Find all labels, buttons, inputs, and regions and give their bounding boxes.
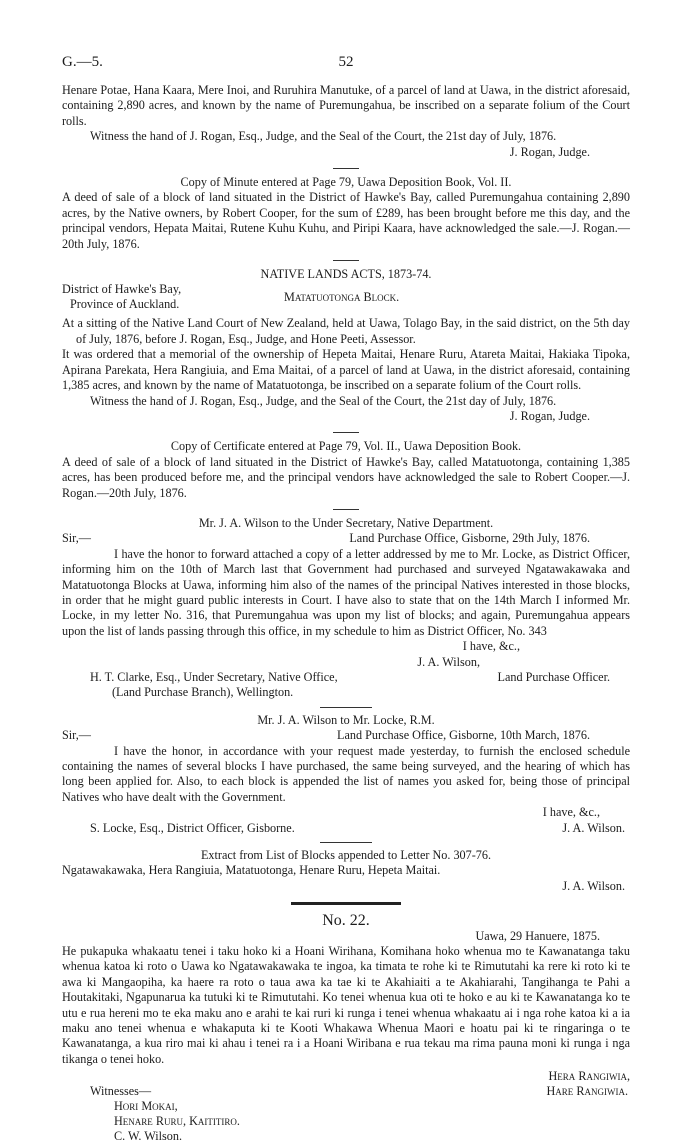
signer-name: Hare Rangiwia. [546, 1084, 628, 1099]
letter-body: I have the honor, in accordance with your request made yesterday, to furnish the enclosed schedule containing the names of several blocks I have purchased, the same being surveyed, and the hearing of which has long been applied for. Also, to each block is appended the list of names you asked for, being those of principal Natives who have dealt with the Government. [62, 743, 630, 804]
block-title: Matatuotonga Block. [284, 290, 400, 305]
addressee: H. T. Clarke, Esq., Under Secretary, Native Office, [90, 669, 338, 684]
letter-address: Land Purchase Office, Gisborne, 29th July, 1876. [349, 531, 590, 546]
witness-line: Witness the hand of J. Rogan, Esq., Judge, and the Seal of the Court, the 21st day of July, 1876. [90, 393, 557, 408]
court-order-paragraph: It was ordered that a memorial of the ownership of Hepeta Maitai, Henare Ruru, Atareta Maitai, Hakiaka Tipoka, Apirana Parekata, Hera Rangiuia, and Ema Maitai, of a parcel of land at Uawa, in the district aforesaid, containing 1,385 acres, and known by the name of Matatuotonga, be inscribed on a separate folium of the Court rolls. [62, 347, 630, 393]
paragraph-puremungahua-owners: Henare Potae, Hana Kaara, Mere Inoi, and Ruruhira Manutuke, of a parcel of land at Uawa, in the district aforesaid, containing 2,890 acres, and known by the name of Puremungahua, be inscribed on a separate folium of the Court rolls. [62, 83, 630, 128]
signer-name: Hera Rangiwia, [548, 1069, 630, 1084]
maori-deed-body: He pukapuka whakaatu tenei i taku hoko ki a Hoani Wirihana, Komihana hoko whenua mo te Kawanatanga taku whenua katoa ki roto o Uawa ko Ngatawakawaka te ingoa, ka timata te rohe ki te Rimututahi ka rere ki roto ki te awa ki Mangaopiha, ka haere ra roto o taua awa ka tae ki te Akahiaiti a te Akahiarahi, Tangihanga te Pahi a Houtakitaki, Ngapunarua ka tutuki ki te Rimututahi. Ko tenei whenua kua oti te hoko e au ki te Kawanatanga ko te utu e rua hereni mo te eka maku ano e arahi te kai ruri ki runga i tenei whenua whakaatu ai i nga rohe katoa ki a ia maku ano tenei whenua e whakaputa ki te Kooti Whakawa Whenua Maori e hoatu pai ki te ringaringa o te Kawanatanga, a kua riro mai ki ahau i tenei ra i a Hoani Wiribana e rua tekau ma rima pauna moni ki runga i nga tikanga o tenei hoko. [62, 944, 630, 1066]
letter-address: Land Purchase Office, Gisborne, 10th March, 1876. [337, 728, 590, 743]
section-divider [333, 509, 359, 510]
letter-heading: Mr. J. A. Wilson to the Under Secretary, Native Department. [198, 515, 494, 530]
signature-block [62, 1067, 630, 1147]
letter-signer: J. A. Wilson. [562, 820, 625, 835]
section-divider [333, 432, 359, 433]
minute-body: A deed of sale of a block of land situated in the District of Hawke's Bay, called Puremungahua containing 2,890 acres, by the Native owners, by Robert Cooper, for the sum of £289, has been brought before me this day, and the principal vendors, Hepata Maitai, Rutene Kuhu Kuhu, and Piripi Kaara, have acknowledged the sale.—J. Rogan.—20th July, 1876. [62, 190, 630, 251]
letter-closing: I have, &c., [542, 805, 600, 820]
letter-body: I have the honor to forward attached a copy of a letter addressed by me to Mr. Locke, as District Officer, informing him on the 10th of March last that Government had purchased and surveyed Ngatawakawaka and Matatuotonga Blocks at Uawa, informing him also of the names of the principal Natives interested in those blocks, in order that he might guard public interests in Court. I have also to state that on the 14th March I informed Mr. Locke, in my letter No. 316, that Puremungahua was upon my list of blocks; and again, Puremungahua appears upon the list of lands passing through this office, in my schedule to him as District Officer, No. 343 [62, 546, 630, 638]
letter-closing: I have, &c., [462, 639, 520, 654]
section-divider [320, 842, 372, 843]
district-block [62, 282, 630, 316]
letter-salutation-row [62, 728, 630, 743]
section-divider [333, 168, 359, 169]
district-line: District of Hawke's Bay, [62, 282, 182, 297]
extract-signer: J. A. Wilson. [562, 878, 625, 893]
letter-heading: Mr. J. A. Wilson to Mr. Locke, R.M. [257, 712, 435, 727]
addressee: S. Locke, Esq., District Officer, Gisborne. [90, 820, 295, 835]
witness-name: Hori Mokai, [114, 1099, 178, 1114]
section-divider-thick [291, 902, 401, 905]
addressee-row [62, 821, 630, 836]
extract-line: Ngatawakawaka, Hera Rangiuia, Matatuotonga, Henare Ruru, Hepeta Maitai. [62, 863, 441, 878]
addressee-row [62, 670, 630, 685]
court-sitting-paragraph: At a sitting of the Native Land Court of New Zealand, held at Uawa, Tolago Bay, in the said district, on the 5th day of July, 1876, before J. Rogan, Esq., Judge, and Hone Peeti, Assessor. [62, 316, 630, 346]
judge-signature: J. Rogan, Judge. [509, 144, 590, 159]
document-number-title: No. 22. [322, 912, 370, 930]
signer-title: Land Purchase Officer. [497, 669, 610, 684]
salutation: Sir,— [62, 531, 91, 546]
witnesses-label: Witnesses— [90, 1084, 152, 1099]
province-line: Province of Auckland. [70, 297, 180, 312]
page-header [62, 55, 630, 75]
letter-signer: J. A. Wilson, [417, 654, 480, 669]
witness-name: Henare Ruru, Kaititiro. [114, 1114, 240, 1129]
certificate-body: A deed of sale of a block of land situated in the District of Hawke's Bay, called Matatuotonga, containing 1,385 acres, has been produced before me, and the principal vendors have acknowledged the sale to Robert Cooper.—J. Rogan.—20th July, 1876. [62, 454, 630, 500]
addressee-branch: (Land Purchase Branch), Wellington. [112, 685, 294, 700]
section-divider [320, 707, 372, 708]
witness-line: Witness the hand of J. Rogan, Esq., Judge, and the Seal of the Court, the 21st day of July, 1876. [90, 129, 557, 144]
extract-heading: Extract from List of Blocks appended to Letter No. 307-76. [200, 848, 492, 862]
native-lands-acts-heading: NATIVE LANDS ACTS, 1873-74. [260, 267, 432, 282]
section-divider [333, 260, 359, 261]
page-number: 52 [338, 54, 354, 70]
certificate-heading: Copy of Certificate entered at Page 79, Vol. II., Uawa Deposition Book. [170, 439, 522, 454]
judge-signature: J. Rogan, Judge. [509, 408, 590, 423]
minute-heading: Copy of Minute entered at Page 79, Uawa Deposition Book, Vol. II. [180, 175, 512, 190]
document-reference: G.—5. [62, 54, 103, 70]
salutation: Sir,— [62, 728, 91, 743]
letter-salutation-row [62, 531, 630, 546]
witness-name: C. W. Wilson. [114, 1129, 183, 1144]
dateline: Uawa, 29 Hanuere, 1875. [475, 928, 600, 943]
